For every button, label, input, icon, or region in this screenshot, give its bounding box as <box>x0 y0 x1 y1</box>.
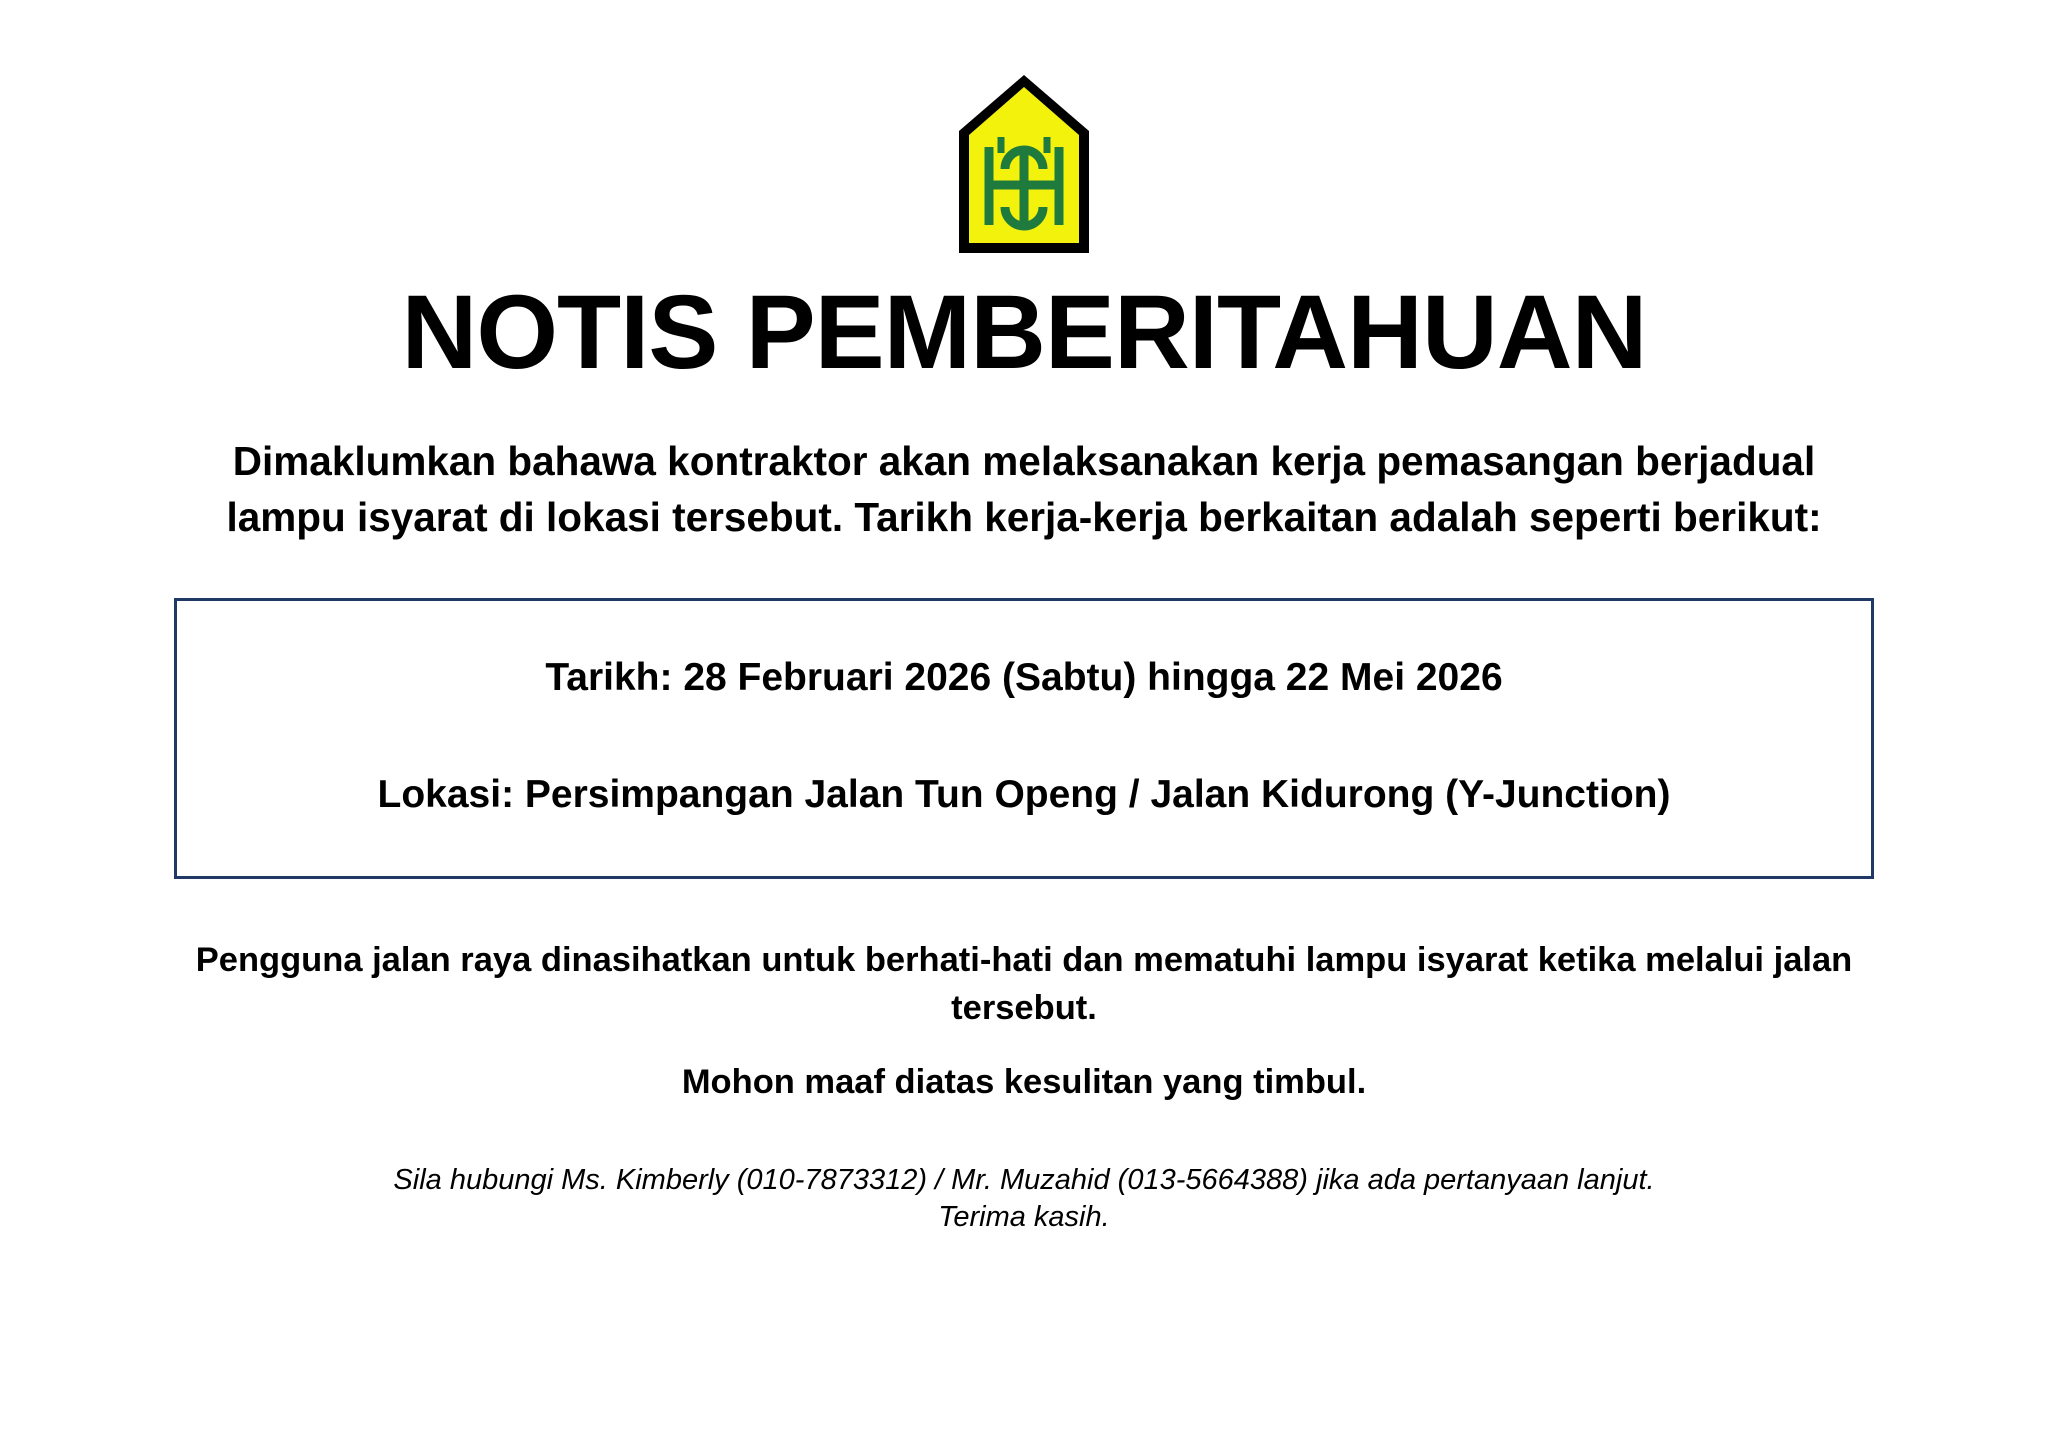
apology-text: Mohon maaf diatas kesulitan yang timbul. <box>681 1062 1367 1101</box>
contact-text: Sila hubungi Ms. Kimberly (010-7873312) / Mr. Muzahid (013-5664388) jika ada pertanyaan lanjut. <box>393 1163 1655 1196</box>
page-title: NOTIS PEMBERITAHUAN <box>401 274 1647 391</box>
intro-paragraph: Dimaklumkan bahawa kontraktor akan melaksanakan kerja pemasangan berjadual lampu isyarat di lokasi tersebut. Tarikh kerja-kerja berkaitan adalah seperti berikut: <box>226 438 1822 541</box>
advisory-text: Pengguna jalan raya dinasihatkan untuk berhati-hati dan mematuhi lampu isyarat ketika melalui jalan tersebut. <box>195 941 1853 1027</box>
sarawak-state-crest-icon <box>944 70 1104 260</box>
location-line: Lokasi: Persimpangan Jalan Tun Openg / Jalan Kidurong (Y-Junction) <box>377 772 1671 816</box>
details-box <box>174 598 1874 879</box>
date-line: Tarikh: 28 Februari 2026 (Sabtu) hingga 22 Mei 2026 <box>545 656 1503 699</box>
thanks-text: Terima kasih. <box>938 1200 1110 1233</box>
